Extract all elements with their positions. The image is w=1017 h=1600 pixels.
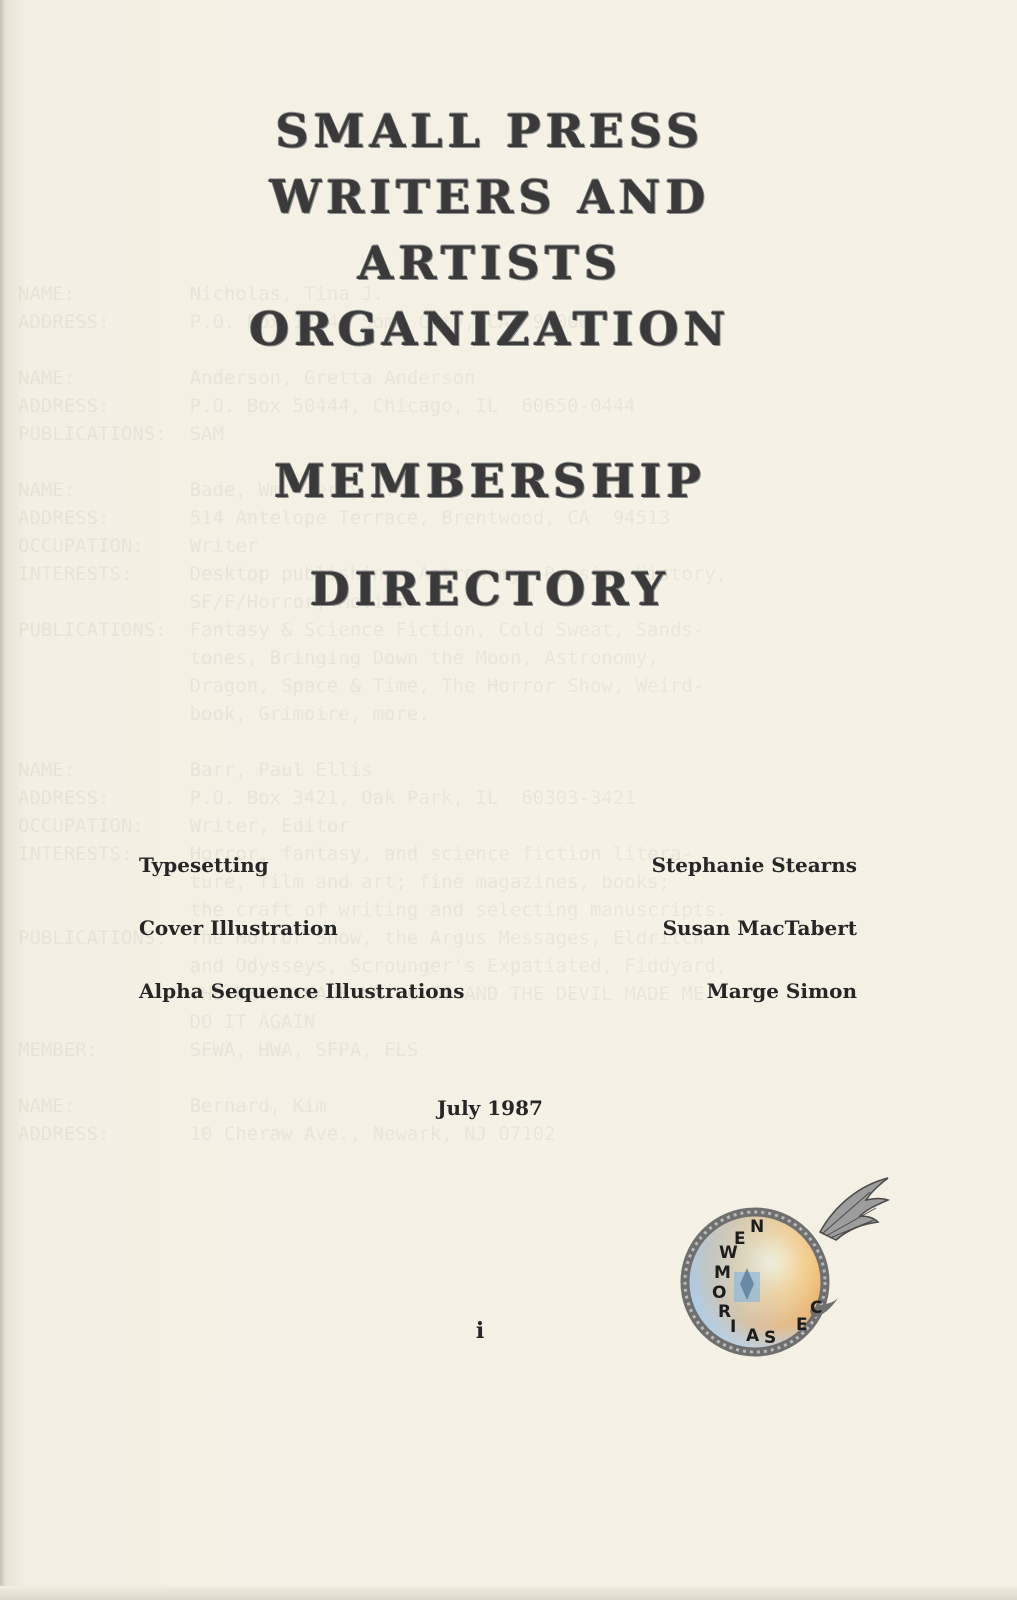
credit-name-alpha-sequence: Marge Simon	[706, 979, 857, 1003]
scan-bottom-edge	[0, 1586, 1017, 1600]
title-line-4	[200, 296, 780, 362]
dragon-wing	[820, 1178, 888, 1240]
logo-letter: E	[734, 1229, 746, 1249]
credit-label-typesetting: Typesetting	[139, 853, 269, 877]
title-text: SMALL PRESS	[275, 104, 705, 158]
logo-letter: W	[719, 1243, 738, 1263]
credit-label-alpha-sequence: Alpha Sequence Illustrations	[139, 979, 465, 1003]
title-line-3	[200, 230, 780, 296]
logo-letter: O	[712, 1283, 727, 1303]
credit-label-cover-illustration: Cover Illustration	[139, 916, 338, 940]
new-morias-logo	[670, 1160, 900, 1370]
logo-letter: N	[750, 1217, 765, 1237]
ouroboros-logo-icon	[670, 1160, 900, 1370]
logo-letter: A	[746, 1326, 760, 1346]
credit-name-cover-illustration: Susan MacTabert	[662, 916, 857, 940]
page-number: i	[475, 1318, 485, 1344]
title-line-1	[200, 98, 780, 164]
title-text: ARTISTS	[357, 236, 623, 290]
logo-letter: M	[714, 1263, 731, 1283]
title-line-5	[200, 448, 780, 514]
title-text: ORGANIZATION	[249, 302, 731, 356]
logo-letter: E	[796, 1315, 808, 1335]
title-line-6	[200, 556, 780, 622]
credit-name-typesetting: Stephanie Stearns	[651, 853, 857, 877]
publication-date: July 1987	[437, 1096, 543, 1120]
title-text: DIRECTORY	[309, 562, 671, 616]
title-line-2	[200, 164, 780, 230]
logo-letter: R	[718, 1302, 732, 1322]
title-text: MEMBERSHIP	[274, 454, 706, 508]
scan-left-edge	[0, 0, 6, 1600]
logo-letter: C	[810, 1298, 823, 1318]
logo-letter: S	[764, 1328, 777, 1348]
title-text: WRITERS AND	[269, 170, 711, 224]
logo-letter: I	[730, 1317, 737, 1337]
